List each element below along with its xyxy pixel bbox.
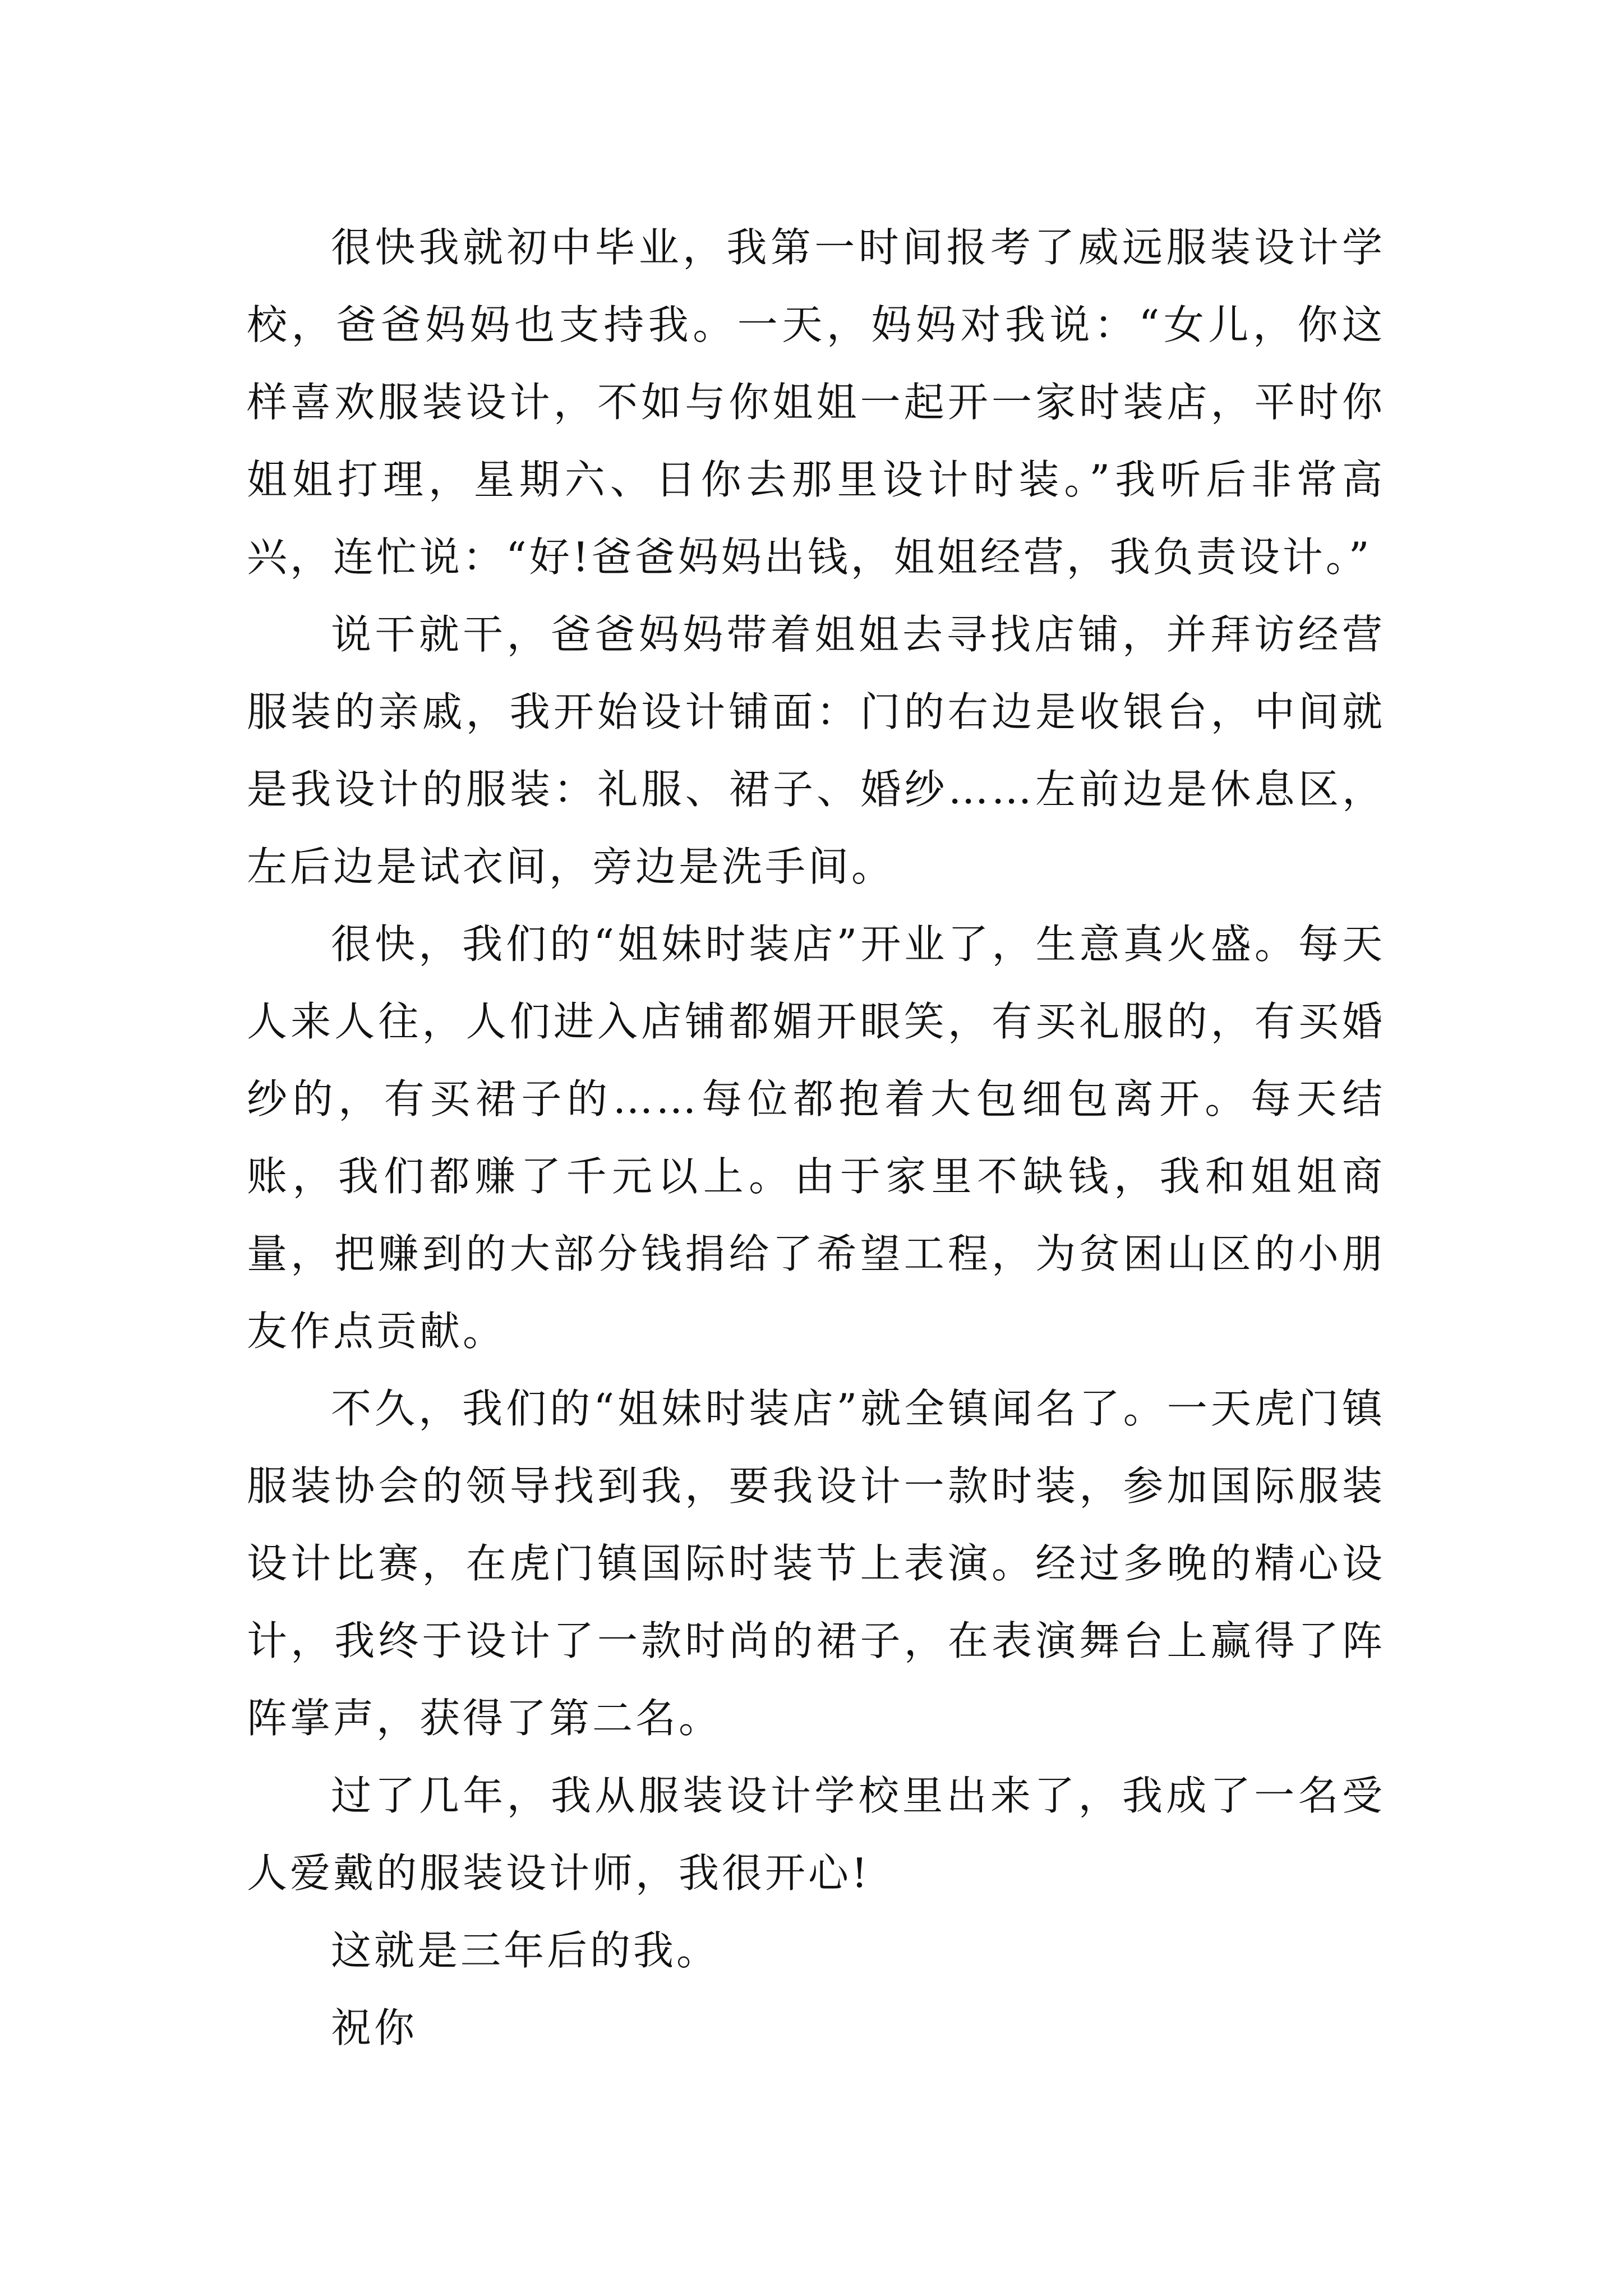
paragraph-7: 祝你	[331, 2004, 418, 2051]
paragraph-4: 不久，我们的“姐妹时装店”就全镇闻名了。一天虎门镇服装协会的领导找到我，要我设计一款时装，参加国际服装设计比赛，在虎门镇国际时装节上表演。经过多晚的精心设计，我终于设计了一款时尚的裙子，在表演舞台上赢得了阵阵掌声，获得了第二名。	[247, 1385, 1385, 1742]
paragraph-6: 这就是三年后的我。	[331, 1927, 720, 1974]
paragraph-3: 很快，我们的“姐妹时装店”开业了，生意真火盛。每天人来人往，人们进入店铺都媚开眼笑，有买礼服的，有买婚纱的，有买裙子的……每位都抱着大包细包离开。每天结账，我们都赚了千元以上。由于家里不缺钱，我和姐姐商量，把赚到的大部分钱捐给了希望工程，为贫困山区的小朋友作点贡献。	[247, 921, 1385, 1355]
paragraph-1: 很快我就初中毕业，我第一时间报考了威远服装设计学校，爸爸妈妈也支持我。一天，妈妈对我说：“女儿，你这样喜欢服装设计，不如与你姐姐一起开一家时装店，平时你姐姐打理，星期六、日你去那里设计时装。”我听后非常高兴，连忙说：“好!爸爸妈妈出钱，姐姐经营，我负责设计。”	[247, 224, 1385, 581]
paragraph-5: 过了几年，我从服装设计学校里出来了，我成了一名受人爱戴的服装设计师，我很开心!	[247, 1772, 1385, 1897]
paragraph-2: 说干就干，爸爸妈妈带着姐姐去寻找店铺，并拜访经营服装的亲戚，我开始设计铺面：门的右边是收银台，中间就是我设计的服装：礼服、裙子、婚纱……左前边是休息区，左后边是试衣间，旁边是洗手间。	[247, 611, 1385, 890]
document-body	[247, 209, 1385, 2067]
